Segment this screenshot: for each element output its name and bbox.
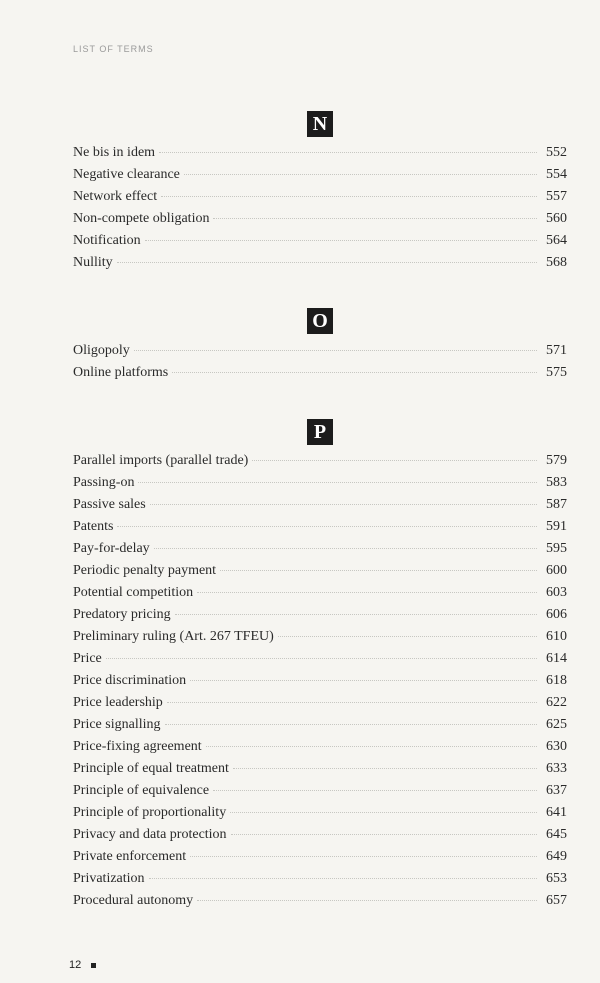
section-letter-o: O (307, 308, 333, 334)
toc-entry[interactable] (73, 607, 567, 627)
toc-entry[interactable] (73, 673, 567, 693)
toc-entry[interactable] (73, 783, 567, 803)
entry-term: Principle of proportionality (73, 805, 227, 820)
toc-entry[interactable] (73, 145, 567, 165)
dot-leader (233, 768, 537, 769)
dot-leader (206, 746, 537, 747)
dot-leader (167, 702, 537, 703)
toc-entry[interactable] (73, 453, 567, 473)
dot-leader (197, 592, 537, 593)
section-letter-p: P (307, 419, 333, 445)
toc-entry[interactable] (73, 849, 567, 869)
toc-entry[interactable] (73, 563, 567, 583)
entry-term: Non-compete obligation (73, 211, 210, 226)
page-number: 12 (69, 959, 82, 971)
entry-page: 614 (546, 651, 567, 666)
entry-term: Procedural autonomy (73, 893, 194, 908)
entry-term: Network effect (73, 189, 158, 204)
toc-entry[interactable] (73, 695, 567, 715)
entry-term: Ne bis in idem (73, 145, 156, 160)
dot-leader (175, 614, 537, 615)
entry-term: Price-fixing agreement (73, 739, 202, 754)
entry-page: 595 (546, 541, 567, 556)
entry-term: Price leadership (73, 695, 163, 710)
toc-entry[interactable] (73, 497, 567, 517)
entry-term: Preliminary ruling (Art. 267 TFEU) (73, 629, 274, 644)
toc-entry[interactable] (73, 893, 567, 913)
toc-entry[interactable] (73, 761, 567, 781)
dot-leader (149, 878, 537, 879)
entry-page: 600 (546, 563, 567, 578)
dot-leader (138, 482, 537, 483)
dot-leader (134, 350, 537, 351)
entry-term: Price (73, 651, 102, 666)
dot-leader (213, 218, 537, 219)
entry-term: Price signalling (73, 717, 161, 732)
dot-leader (190, 856, 537, 857)
running-head: LIST OF TERMS (73, 44, 154, 54)
entry-page: 603 (546, 585, 567, 600)
entry-page: 587 (546, 497, 567, 512)
toc-entry[interactable] (73, 211, 567, 231)
entry-term: Patents (73, 519, 114, 534)
square-bullet-icon (91, 963, 96, 968)
entry-page: 622 (546, 695, 567, 710)
entry-page: 625 (546, 717, 567, 732)
entry-page: 657 (546, 893, 567, 908)
toc-entry[interactable] (73, 475, 567, 495)
toc-entry[interactable] (73, 585, 567, 605)
entry-term: Online platforms (73, 365, 169, 380)
toc-entry[interactable] (73, 343, 567, 363)
entry-page: 653 (546, 871, 567, 886)
toc-entry[interactable] (73, 827, 567, 847)
dot-leader (231, 834, 537, 835)
entry-page: 579 (546, 453, 567, 468)
entry-term: Private enforcement (73, 849, 187, 864)
entry-page: 564 (546, 233, 567, 248)
dot-leader (159, 152, 537, 153)
entry-page: 568 (546, 255, 567, 270)
entry-page: 571 (546, 343, 567, 358)
entry-page: 591 (546, 519, 567, 534)
dot-leader (150, 504, 537, 505)
toc-entry[interactable] (73, 233, 567, 253)
toc-entry[interactable] (73, 629, 567, 649)
entry-term: Potential competition (73, 585, 194, 600)
entry-term: Passive sales (73, 497, 146, 512)
toc-entry[interactable] (73, 717, 567, 737)
entry-page: 560 (546, 211, 567, 226)
entry-term: Privacy and data protection (73, 827, 227, 842)
entry-term: Privatization (73, 871, 145, 886)
toc-entry[interactable] (73, 519, 567, 539)
entry-page: 618 (546, 673, 567, 688)
entry-term: Principle of equivalence (73, 783, 210, 798)
toc-entry[interactable] (73, 739, 567, 759)
entry-term: Parallel imports (parallel trade) (73, 453, 249, 468)
entry-page: 641 (546, 805, 567, 820)
section-letter-n: N (307, 111, 333, 137)
toc-entry[interactable] (73, 365, 567, 385)
dot-leader (106, 658, 537, 659)
dot-leader (184, 174, 537, 175)
dot-leader (220, 570, 537, 571)
entry-page: 630 (546, 739, 567, 754)
entry-page: 557 (546, 189, 567, 204)
toc-entry[interactable] (73, 189, 567, 209)
dot-leader (117, 262, 537, 263)
entry-page: 554 (546, 167, 567, 182)
dot-leader (197, 900, 537, 901)
dot-leader (117, 526, 537, 527)
toc-entry[interactable] (73, 805, 567, 825)
entry-page: 552 (546, 145, 567, 160)
entry-term: Notification (73, 233, 141, 248)
dot-leader (230, 812, 537, 813)
dot-leader (252, 460, 537, 461)
entry-page: 575 (546, 365, 567, 380)
entry-term: Price discrimination (73, 673, 187, 688)
entry-page: 633 (546, 761, 567, 776)
toc-entry[interactable] (73, 167, 567, 187)
dot-leader (278, 636, 537, 637)
dot-leader (154, 548, 537, 549)
entry-term: Principle of equal treatment (73, 761, 229, 776)
toc-entry[interactable] (73, 871, 567, 891)
entry-page: 637 (546, 783, 567, 798)
toc-entry[interactable] (73, 541, 567, 561)
dot-leader (213, 790, 537, 791)
toc-entry[interactable] (73, 255, 567, 275)
dot-leader (145, 240, 537, 241)
dot-leader (190, 680, 537, 681)
entry-page: 606 (546, 607, 567, 622)
entry-term: Periodic penalty payment (73, 563, 217, 578)
entry-term: Predatory pricing (73, 607, 171, 622)
entry-term: Negative clearance (73, 167, 180, 182)
dot-leader (172, 372, 537, 373)
entry-page: 610 (546, 629, 567, 644)
entry-term: Nullity (73, 255, 113, 270)
page-folio (69, 959, 96, 971)
entry-term: Pay-for-delay (73, 541, 150, 556)
entry-page: 583 (546, 475, 567, 490)
toc-entry[interactable] (73, 651, 567, 671)
entry-term: Oligopoly (73, 343, 130, 358)
dot-leader (161, 196, 537, 197)
dot-leader (165, 724, 538, 725)
entry-page: 645 (546, 827, 567, 842)
entry-page: 649 (546, 849, 567, 864)
entry-term: Passing-on (73, 475, 135, 490)
